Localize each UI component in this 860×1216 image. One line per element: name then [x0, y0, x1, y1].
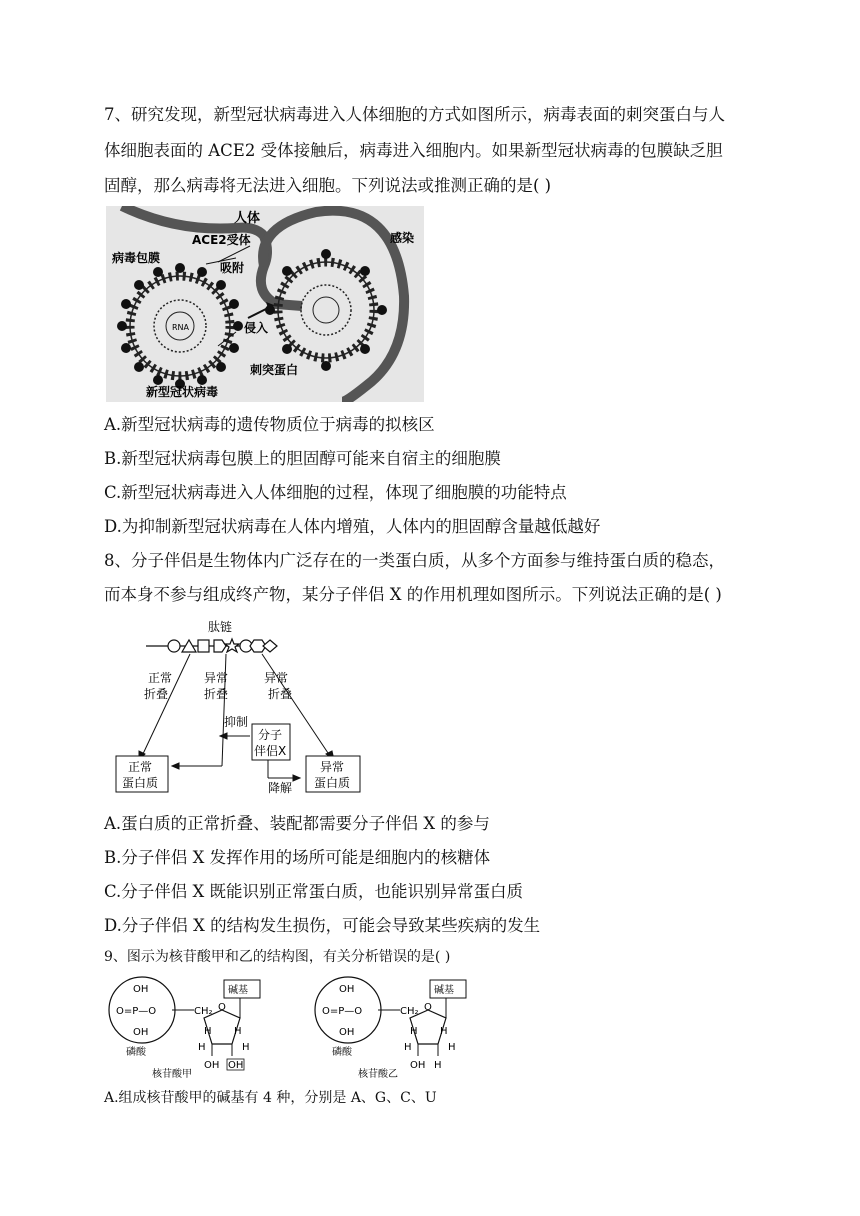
h-bottom-right-b: H — [434, 1060, 442, 1071]
peptide-chain-shapes — [146, 639, 277, 652]
oh-left-a: OH — [204, 1060, 220, 1071]
ch2-label-a: CH₂ — [194, 1006, 213, 1017]
label-peptide-chain: 肽链 — [208, 620, 233, 634]
label-normal-fold-1: 正常 — [148, 671, 173, 685]
label-inhibit: 抑制 — [224, 715, 249, 729]
nucleotide-a-label: 核苷酸甲 — [152, 1069, 192, 1080]
label-abnormal-fold-1: 异常 — [204, 671, 229, 685]
label-rna: RNA — [172, 323, 190, 332]
label-abnormal-fold-r2: 折叠 — [268, 687, 293, 701]
h-right-a: H — [234, 1026, 242, 1037]
label-invade: 侵入 — [244, 321, 269, 335]
q7-stem-line-1: 7、研究发现，新型冠状病毒进入人体细胞的方式如图所示，病毒表面的刺突蛋白与人 — [104, 105, 725, 124]
q8-stem-line-2: 而本身不参与组成终产物，某分子伴侣 X 的作用机理如图所示。下列说法正确的是( ) — [104, 585, 722, 604]
q8-option-c: C.分子伴侣 X 既能识别正常蛋白质，也能识别异常蛋白质 — [104, 882, 524, 901]
q7-option-c: C.新型冠状病毒进入人体细胞的过程，体现了细胞膜的功能特点 — [104, 483, 567, 502]
label-degrade: 降解 — [268, 781, 293, 795]
phosphate-oh-top-a: OH — [133, 984, 149, 995]
q7-option-b: B.新型冠状病毒包膜上的胆固醇可能来自宿主的细胞膜 — [104, 449, 501, 468]
h-lower-right-a: H — [242, 1042, 250, 1053]
q7-option-d: D.为抑制新型冠状病毒在人体内增殖，人体内的胆固醇含量越低越好 — [104, 517, 601, 536]
label-abnormal-fold-2: 折叠 — [204, 687, 229, 701]
oh-left-b: OH — [410, 1060, 426, 1071]
phosphate-oh-top-b: OH — [339, 984, 355, 995]
label-normal-protein-1: 正常 — [128, 760, 153, 774]
h-lower-left-a: H — [198, 1042, 206, 1053]
base-box-a: 碱基 — [228, 985, 248, 996]
label-adsorption: 吸附 — [220, 261, 245, 275]
label-spike-protein: 刺突蛋白 — [250, 363, 299, 377]
label-chaperone-1: 分子 — [258, 728, 283, 742]
q7-stem-line-2: 体细胞表面的 ACE2 受体接触后，病毒进入细胞内。如果新型冠状病毒的包膜缺乏胆 — [104, 141, 723, 160]
q9-option-a: A.组成核苷酸甲的碱基有 4 种，分别是 A、G、C、U — [104, 1090, 437, 1106]
label-ace2-receptor: ACE2受体 — [192, 233, 251, 247]
phosphate-oh-bottom-a: OH — [133, 1027, 149, 1038]
nucleotide-b-label: 核苷酸乙 — [358, 1069, 398, 1080]
q9-stem: 9、图示为核苷酸甲和乙的结构图，有关分析错误的是( ) — [104, 949, 451, 965]
label-virus-envelope: 病毒包膜 — [112, 251, 161, 265]
nucleotide-a-structure — [109, 977, 260, 1080]
label-infection: 感染 — [390, 231, 415, 245]
base-box-b: 碱基 — [434, 985, 454, 996]
q8-chaperone-diagram — [112, 618, 384, 796]
label-coronavirus: 新型冠状病毒 — [146, 385, 219, 399]
h-lower-left-b: H — [404, 1042, 412, 1053]
h-left-a: H — [204, 1026, 212, 1037]
q7-option-a: A.新型冠状病毒的遗传物质位于病毒的拟核区 — [104, 415, 435, 434]
nucleotide-b-structure — [315, 977, 466, 1080]
q8-stem-line-1: 8、分子伴侣是生物体内广泛存在的一类蛋白质，从多个方面参与维持蛋白质的稳态， — [104, 551, 725, 570]
q7-virus-entry-diagram — [106, 206, 424, 402]
phosphate-label-a: 磷酸 — [126, 1047, 146, 1058]
ring-oxygen-b: O — [424, 1002, 432, 1013]
phosphate-oh-bottom-b: OH — [339, 1027, 355, 1038]
h-right-b: H — [440, 1026, 448, 1037]
label-abnormal-protein-1: 异常 — [320, 760, 345, 774]
oh-right-boxed-a: OH — [228, 1060, 244, 1071]
label-normal-protein-2: 蛋白质 — [122, 776, 159, 790]
label-abnormal-fold-r1: 异常 — [264, 671, 289, 685]
label-chaperone-2: 伴侣X — [254, 744, 287, 758]
phosphate-label-b: 磷酸 — [332, 1047, 352, 1058]
h-left-b: H — [410, 1026, 418, 1037]
h-lower-right-b: H — [448, 1042, 456, 1053]
ch2-label-b: CH₂ — [400, 1006, 419, 1017]
q8-option-b: B.分子伴侣 X 发挥作用的场所可能是细胞内的核糖体 — [104, 848, 491, 867]
phosphate-mid-b: O=P—O — [322, 1006, 363, 1017]
q8-option-d: D.分子伴侣 X 的结构发生损伤，可能会导致某些疾病的发生 — [104, 916, 541, 935]
q7-stem-line-3: 固醇，那么病毒将无法进入细胞。下列说法或推测正确的是( ) — [104, 176, 552, 195]
ring-oxygen-a: O — [218, 1002, 226, 1013]
label-normal-fold-2: 折叠 — [144, 687, 169, 701]
q9-nucleotide-diagram — [104, 976, 484, 1080]
label-human: 人体 — [234, 211, 261, 226]
phosphate-mid-a: O=P—O — [116, 1006, 157, 1017]
label-abnormal-protein-2: 蛋白质 — [314, 776, 351, 790]
q8-option-a: A.蛋白质的正常折叠、装配都需要分子伴侣 X 的参与 — [104, 814, 490, 833]
